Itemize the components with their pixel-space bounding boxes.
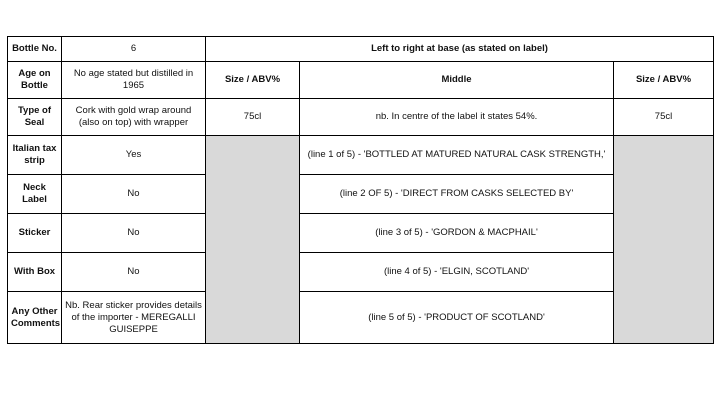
- seal-size-left: 75cl: [206, 99, 300, 136]
- label-line-2: (line 2 OF 5) - 'DIRECT FROM CASKS SELECTED BY': [300, 175, 614, 214]
- label-seal: Type of Seal: [8, 99, 62, 136]
- label-box: With Box: [8, 253, 62, 292]
- seal-middle: nb. In centre of the label it states 54%.: [300, 99, 614, 136]
- label-sticker: Sticker: [8, 214, 62, 253]
- value-comments: Nb. Rear sticker provides details of the importer - MEREGALLI GUISEPPE: [62, 292, 206, 344]
- value-box: No: [62, 253, 206, 292]
- label-line-4: (line 4 of 5) - 'ELGIN, SCOTLAND': [300, 253, 614, 292]
- label-age: Age on Bottle: [8, 62, 62, 99]
- value-sticker: No: [62, 214, 206, 253]
- row-tax: [8, 136, 714, 175]
- grey-block-left: [206, 136, 300, 344]
- label-line-1: (line 1 of 5) - 'BOTTLED AT MATURED NATURAL CASK STRENGTH,': [300, 136, 614, 175]
- value-seal: Cork with gold wrap around (also on top) with wrapper: [62, 99, 206, 136]
- label-neck: Neck Label: [8, 175, 62, 214]
- row-box: [8, 253, 714, 292]
- grey-block-right: [614, 136, 714, 344]
- row-comments: [8, 292, 714, 344]
- row-sticker: [8, 214, 714, 253]
- value-neck: No: [62, 175, 206, 214]
- row-age: [8, 62, 714, 99]
- header-left-to-right: Left to right at base (as stated on label): [206, 37, 714, 62]
- header-size-right: Size / ABV%: [614, 62, 714, 99]
- value-age: No age stated but distilled in 1965: [62, 62, 206, 99]
- seal-size-right: 75cl: [614, 99, 714, 136]
- row-neck: [8, 175, 714, 214]
- row-bottle-no: [8, 37, 714, 62]
- label-bottle-no: Bottle No.: [8, 37, 62, 62]
- label-line-3: (line 3 of 5) - 'GORDON & MACPHAIL': [300, 214, 614, 253]
- header-size-left: Size / ABV%: [206, 62, 300, 99]
- row-seal: [8, 99, 714, 136]
- label-line-5: (line 5 of 5) - 'PRODUCT OF SCOTLAND': [300, 292, 614, 344]
- value-tax: Yes: [62, 136, 206, 175]
- value-bottle-no: 6: [62, 37, 206, 62]
- label-tax: Italian tax strip: [8, 136, 62, 175]
- bottle-details-table: [7, 36, 714, 344]
- label-comments: Any Other Comments: [8, 292, 62, 344]
- header-middle: Middle: [300, 62, 614, 99]
